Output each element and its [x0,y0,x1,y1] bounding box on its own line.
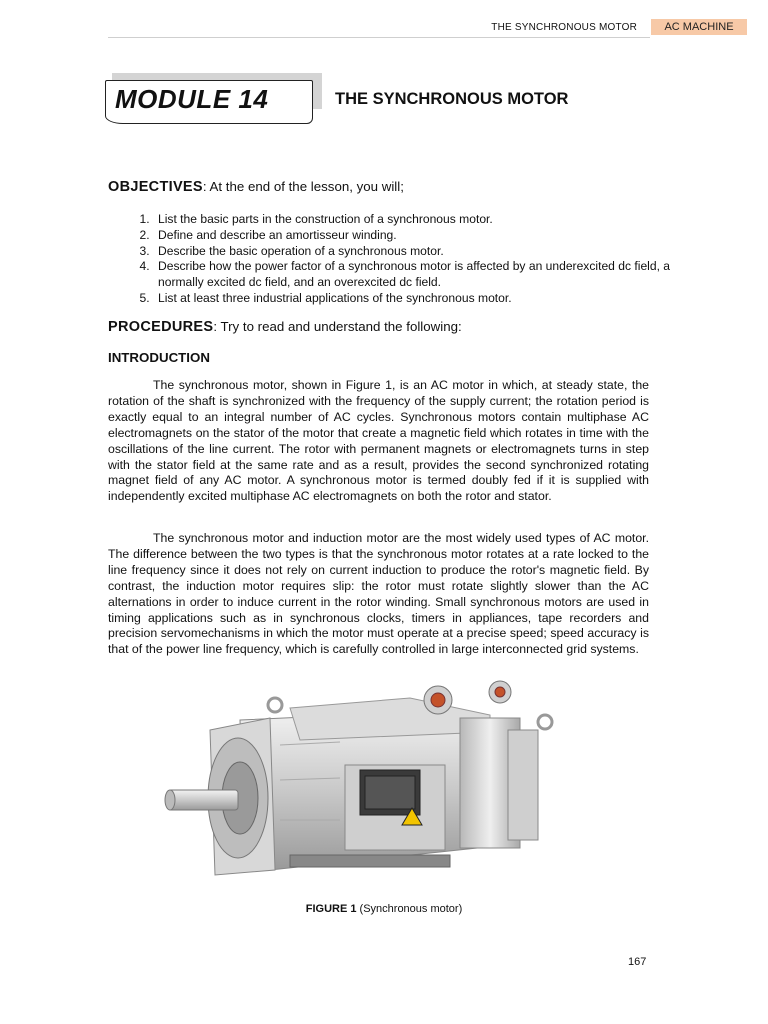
figure-caption [0,903,768,915]
running-header [0,19,768,37]
objectives-intro: : At the end of the lesson, you will; [202,179,404,194]
objectives-label: OBJECTIVES [108,179,203,195]
figure-caption-text: (Synchronous motor) [356,903,463,915]
module-label: MODULE 14 [115,84,269,114]
procedures-label: PROCEDURES [108,319,214,335]
figure-label: FIGURE 1 [305,903,357,915]
objectives-list [108,212,698,307]
header-section-tag: AC MACHINE [651,19,747,35]
intro-paragraph-2: The synchronous motor and induction motor are the most widely used types of AC motor. The difference between the two types is that the synchronous motor rotates at a rate locked to the line frequency since it does not rely on current induction to produce the rotor's magnetic field. By contrast, the induction motor requires slip: the rotor must rotate slightly slower than the AC alternations in order to induce current in the rotor winding. Small synchronous motors are used in timing applications such as in synchronous clocks, timers in appliances, tape recorders and precision servomechanisms in which the motor must operate at a precise speed; speed accuracy is that of the power line frequency, which is carefully controlled in large interconnected grid systems. [108,531,649,657]
procedures-intro: : Try to read and understand the following: [213,319,462,334]
list-item: 5. List at least three industrial applications of the synchronous motor. [153,291,698,307]
procedures-heading [108,319,462,335]
page-title: THE SYNCHRONOUS MOTOR [335,90,569,108]
list-item: 1. List the basic parts in the construction of a synchronous motor. [153,212,698,228]
list-item: 2. Define and describe an amortisseur winding. [153,228,698,244]
objectives-heading [108,179,404,195]
introduction-heading: INTRODUCTION [108,350,210,365]
header-divider [108,37,650,38]
list-item: 3. Describe the basic operation of a synchronous motor. [153,244,698,260]
header-title: THE SYNCHRONOUS MOTOR [491,22,637,33]
list-item: 4. Describe how the power factor of a synchronous motor is affected by an underexcited dc field, a normally excited dc field, and an overexcited dc field. [153,259,698,291]
intro-paragraph-1: The synchronous motor, shown in Figure 1, is an AC motor in which, at steady state, the rotation of the shaft is synchronized with the frequency of the supply current; the rotation period is exactly equal to an integral number of AC cycles. Synchronous motors contain multiphase AC electromagnets on the stator of the motor that create a magnetic field which rotates in time with the oscillations of the line current. The rotor with permanent magnets or electromagnets turns in step with the stator field at the same rate and as a result, provides the second synchronized rotating magnet field of any AC motor. A synchronous motor is termed doubly fed if it is supplied with independently excited multiphase AC electromagnets on both the rotor and stator. [108,378,649,504]
synchronous-motor-figure [160,670,580,892]
page-number: 167 [628,956,647,968]
